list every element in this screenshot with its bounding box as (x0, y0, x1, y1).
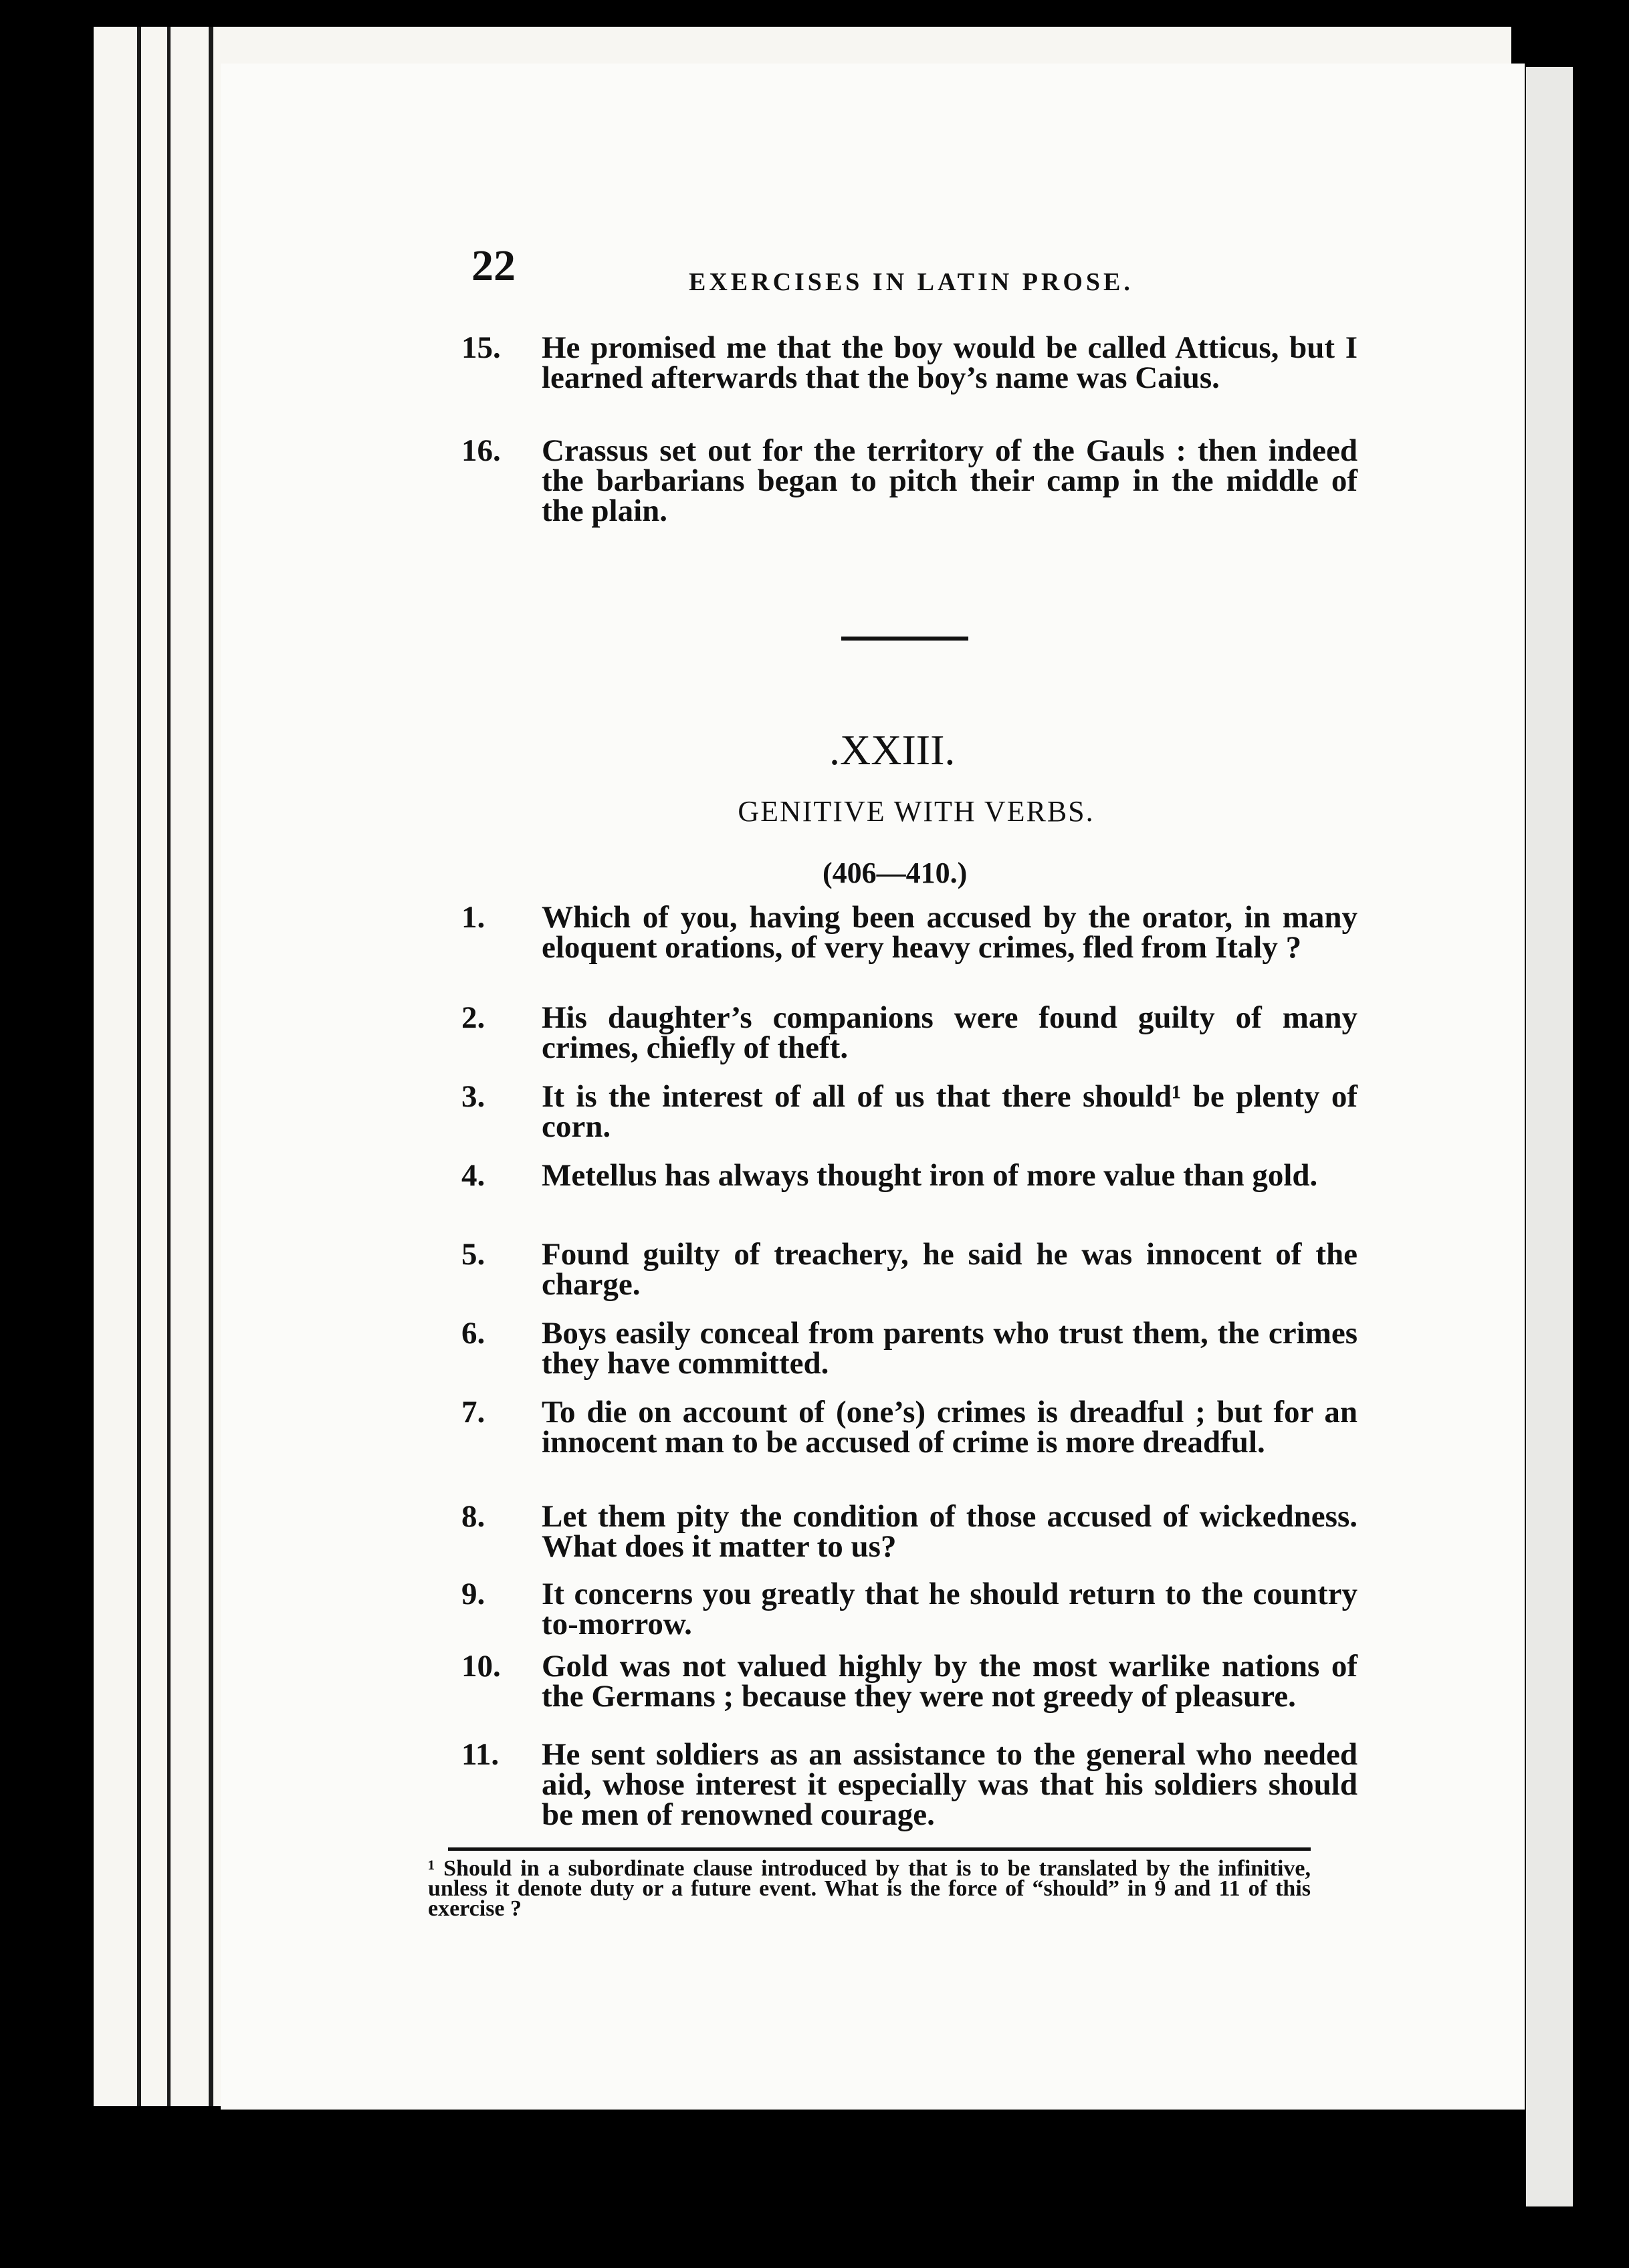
exercise-text: It concerns you greatly that he should return to the country to-morrow. (542, 1577, 1358, 1641)
page-number: 22 (471, 241, 516, 290)
exercise-number: 2. (461, 1000, 485, 1035)
exercise-item (461, 330, 1358, 427)
exercise-text: He promised me that the boy would be called Atticus, but I learned afterwards that the boy’s name was Caius. (542, 330, 1358, 395)
exercise-text: Gold was not valued highly by the most warlike nations of the Germans ; because they were not greedy of pleasure. (542, 1649, 1358, 1714)
exercise-text: His daughter’s companions were found guilty of many crimes, chiefly of theft. (542, 1000, 1358, 1065)
exercise-text: Which of you, having been accused by the orator, in many eloquent orations, of very heavy crimes, fled from Italy ? (542, 900, 1358, 965)
exercise-text: Boys easily conceal from parents who trust them, the crimes they have committed. (542, 1316, 1358, 1381)
exercise-text: Crassus set out for the territory of the Gauls : then indeed the barbarians began to pitch their camp in the middle of the plain. (542, 433, 1358, 528)
exercise-number: 1. (461, 900, 485, 935)
exercise-item (461, 433, 1358, 543)
binding-edge-line (137, 27, 141, 2106)
exercise-text: Metellus has always thought iron of more value than gold. (542, 1158, 1318, 1193)
section-number: .XXIII. (829, 726, 956, 774)
running-title: EXERCISES IN LATIN PROSE. (689, 268, 1133, 296)
exercise-number: 3. (461, 1079, 485, 1114)
binding-edge-line (167, 27, 171, 2106)
exercise-number: 5. (461, 1237, 485, 1272)
binding-edge-line (209, 27, 213, 2106)
exercise-number: 10. (461, 1649, 501, 1684)
exercise-text: He sent soldiers as an assistance to the general who needed aid, whose interest it especially was that his soldiers should be men of renowned courage. (542, 1737, 1358, 1832)
exercise-text: It is the interest of all of us that there should¹ be plenty of corn. (542, 1079, 1358, 1144)
section-reference: (406—410.) (823, 857, 968, 889)
exercise-number: 6. (461, 1316, 485, 1351)
exercise-number: 7. (461, 1395, 485, 1430)
exercise-text: Found guilty of treachery, he said he was innocent of the charge. (542, 1237, 1358, 1302)
exercise-text: To die on account of (one’s) crimes is dreadful ; but for an innocent man to be accused of crime is more dreadful. (542, 1395, 1358, 1460)
adjacent-page-edge (1526, 67, 1573, 2206)
exercise-number: 8. (461, 1499, 485, 1534)
exercise-text: Let them pity the condition of those accused of wickedness. What does it matter to us? (542, 1499, 1358, 1564)
footnote-rule (448, 1847, 1311, 1851)
exercise-number: 9. (461, 1577, 485, 1611)
section-title: GENITIVE WITH VERBS. (738, 795, 1095, 828)
section-divider (841, 637, 968, 641)
exercise-number: 16. (461, 433, 501, 468)
footnote: ¹ Should in a subordinate clause introduced by that is to be translated by the infinitive, unless it denote duty or a future event. What is the force of “should” in 9 and 11 of this exercise ? (428, 1856, 1311, 1921)
exercise-number: 15. (461, 330, 501, 365)
exercise-number: 11. (461, 1737, 500, 1772)
exercise-number: 4. (461, 1158, 485, 1193)
